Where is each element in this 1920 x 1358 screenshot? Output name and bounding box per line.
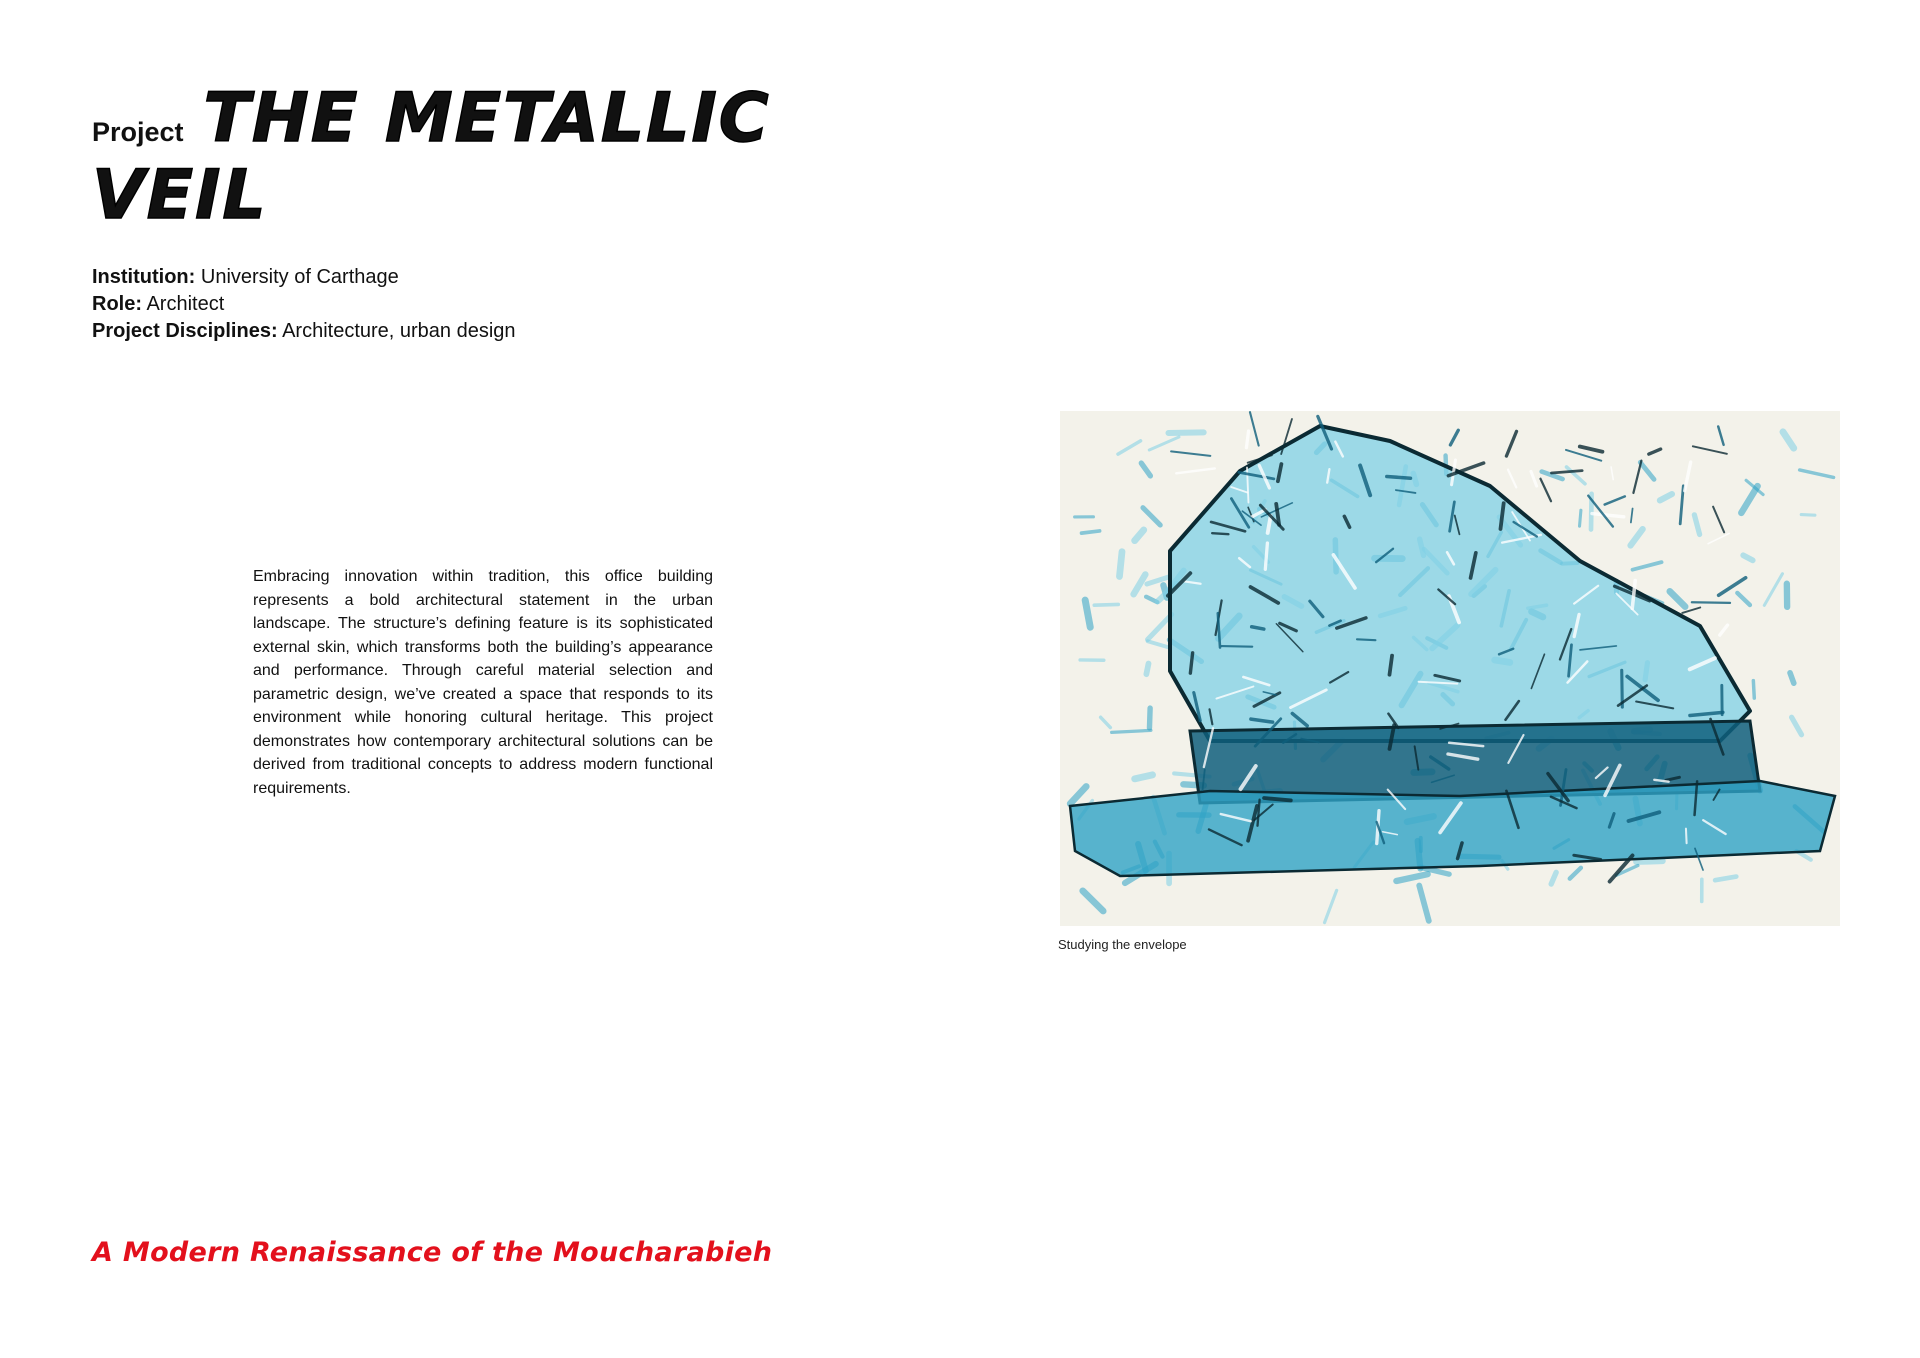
- sketch-hatch-stroke: [1636, 861, 1662, 862]
- meta-institution: [92, 264, 516, 291]
- sketch-hatch-stroke: [1082, 531, 1100, 533]
- envelope-sketch: [1060, 411, 1840, 926]
- sketch-facet-stroke: [1190, 653, 1192, 673]
- sketch-facet-stroke: [1222, 646, 1253, 647]
- meta-disciplines-value: Architecture, urban design: [282, 320, 516, 342]
- meta-disciplines: [92, 318, 516, 345]
- meta-institution-value: University of Carthage: [200, 266, 399, 288]
- sketch-hatch-stroke: [1112, 730, 1151, 732]
- meta-disciplines-label: Project Disciplines:: [92, 320, 278, 342]
- sketch-hatch-stroke: [1135, 775, 1153, 779]
- sketch-facet-stroke: [1686, 829, 1687, 844]
- sketch-facet-stroke: [1246, 431, 1248, 448]
- sketch-facet-stroke: [1692, 602, 1730, 603]
- sketch-facet-stroke: [1389, 656, 1392, 675]
- title-line-1: [92, 79, 792, 158]
- sketch-hatch-stroke: [1149, 708, 1150, 728]
- sketch-hatch-stroke: [1146, 664, 1148, 675]
- meta-role-label: Role:: [92, 293, 142, 315]
- sketch-hatch-stroke: [1094, 604, 1118, 605]
- sketch-facet-stroke: [1265, 543, 1267, 569]
- project-description: Embracing innovation within tradition, this office building represents a bold architectural statement in the urban landscape. The structure’s defining feature is its sophisticated external skin, which transforms both the building’s appearance and performance. Through careful material selection and parametric design, we’ve created a space that responds to its environment while honoring cultural heritage. This project demonstrates how contemporary architectural solutions can be derived from traditional concepts to address modern functional requirements.: [253, 568, 713, 797]
- sketch-hatch-stroke: [1580, 510, 1581, 526]
- project-label: Project: [92, 117, 184, 147]
- sketch-facet-stroke: [1252, 627, 1264, 629]
- envelope-sketch-illustration: [1060, 411, 1840, 926]
- sketch-hatch-stroke: [1753, 681, 1754, 698]
- sketch-facet-stroke: [1212, 533, 1228, 534]
- sketch-hatch-stroke: [1790, 673, 1794, 683]
- project-title-line-1: THE METALLIC: [203, 79, 771, 158]
- meta-role-value: Architect: [146, 293, 225, 315]
- sketch-hatch-stroke: [1168, 432, 1203, 433]
- tagline: A Modern Renaissance of the Moucharabieh: [92, 1237, 773, 1268]
- title-block: [92, 79, 792, 235]
- sketch-facet-stroke: [1387, 477, 1411, 479]
- project-meta: [92, 264, 516, 345]
- sketch-hatch-stroke: [1801, 515, 1815, 516]
- meta-role: [92, 291, 516, 318]
- sketch-facet-stroke: [1264, 798, 1291, 800]
- sketch-facet-stroke: [1357, 639, 1375, 640]
- sketch-hatch-stroke: [1119, 552, 1122, 577]
- figure-caption: Studying the envelope: [1058, 937, 1187, 952]
- meta-institution-label: Institution:: [92, 266, 196, 288]
- project-title-line-2: VEIL: [92, 155, 268, 235]
